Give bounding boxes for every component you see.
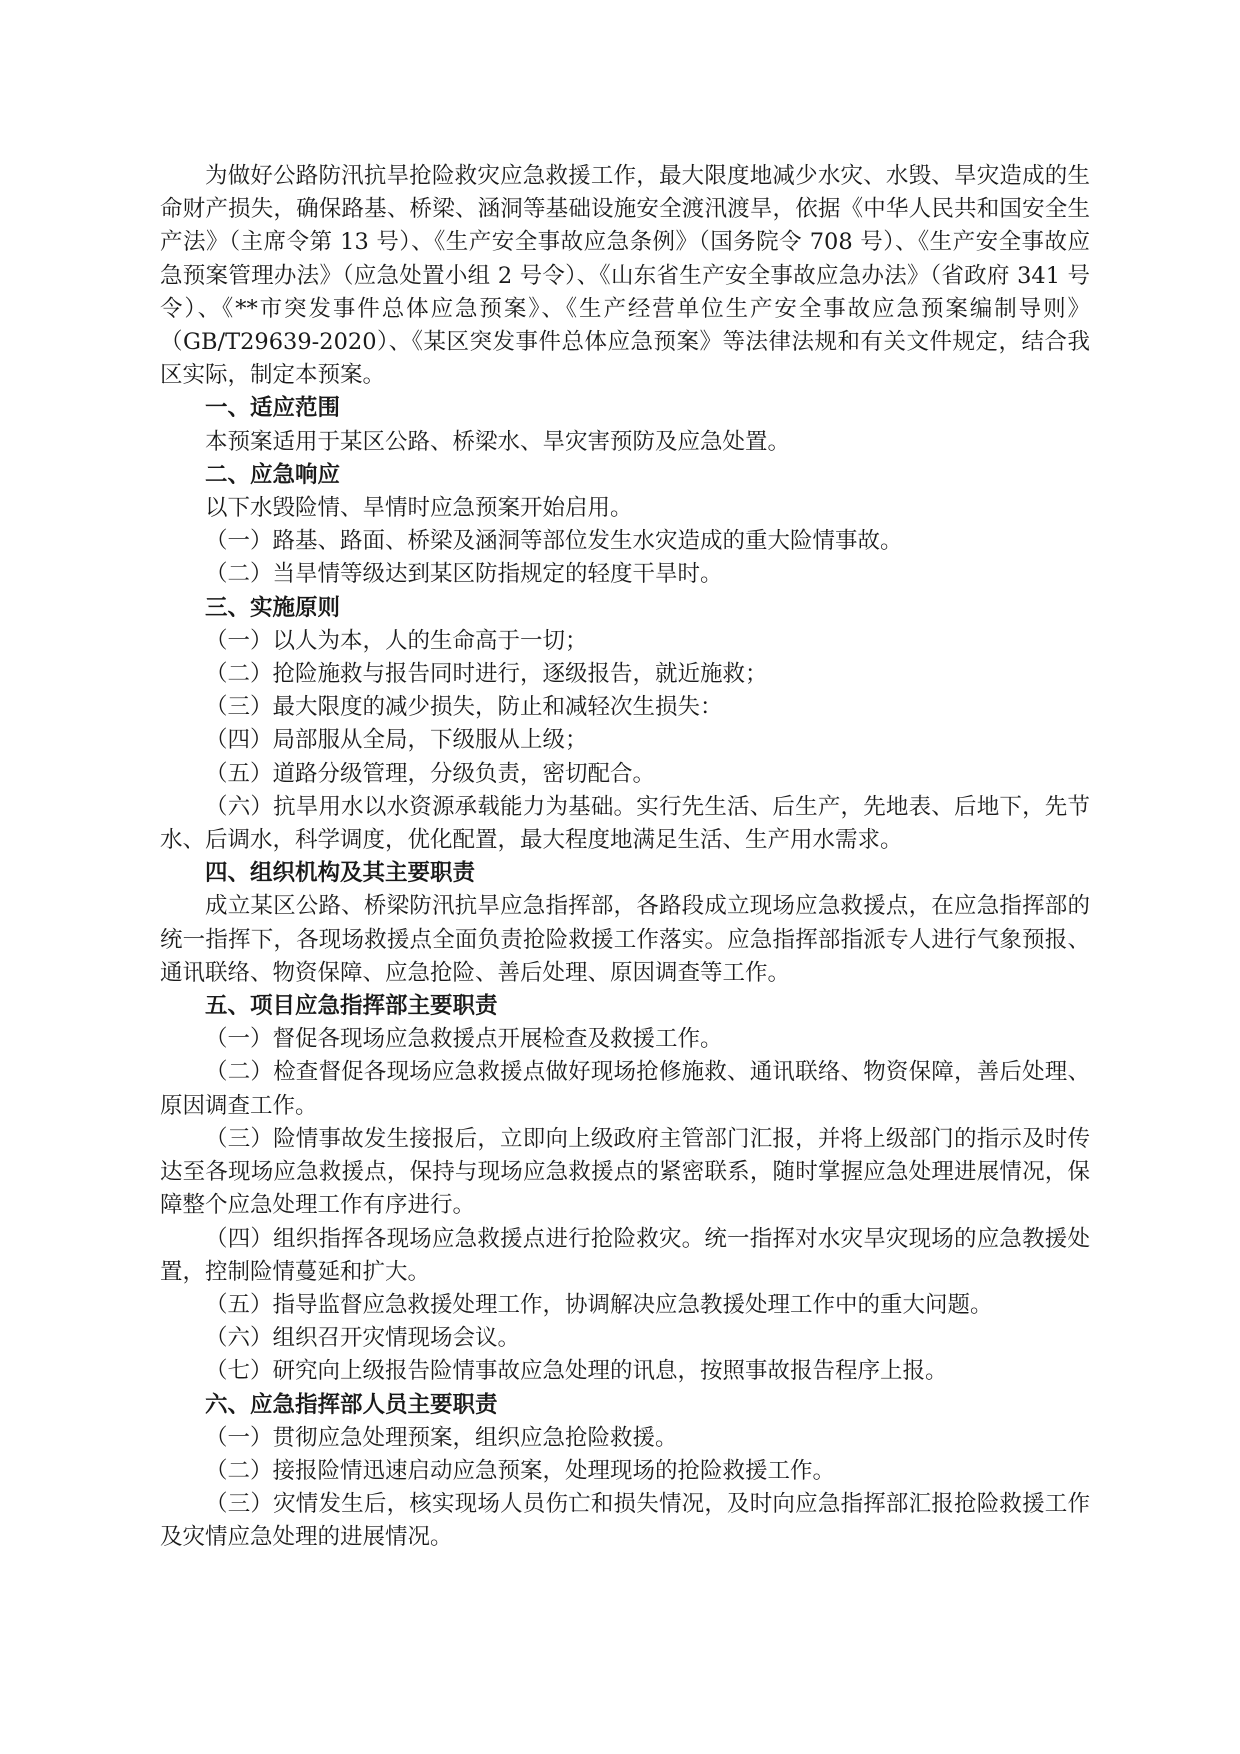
organization-paragraph: 成立某区公路、桥梁防汛抗旱应急指挥部，各路段成立现场应急救援点，在应急指挥部的统一指挥下，各现场救援点全面负责抢险救援工作落实。应急指挥部指派专人进行气象预报、通讯联络、物资保障、应急抢险、善后处理、原因调查等工作。 xyxy=(160,893,1090,986)
hq-duty-item: （二）检查督促各现场应急救援点做好现场抢修施救、通讯联络、物资保障，善后处理、原因调查工作。 xyxy=(160,1059,1090,1119)
hq-duty-item: （七）研究向上级报告险情事故应急处理的讯息，按照事故报告程序上报。 xyxy=(205,1358,948,1385)
staff-duty-item: （二）接报险情迅速启动应急预案，处理现场的抢险救援工作。 xyxy=(205,1457,836,1484)
document-page xyxy=(160,160,1090,1555)
staff-duty-item: （三）灾情发生后，核实现场人员伤亡和损失情况，及时向应急指挥部汇报抢险救援工作及灾情应急处理的进展情况。 xyxy=(160,1491,1090,1551)
hq-duty-item: （六）组织召开灾情现场会议。 xyxy=(205,1325,521,1352)
hq-duty-item: （一）督促各现场应急救援点开展检查及救援工作。 xyxy=(205,1026,723,1053)
hq-duty-item: （五）指导监督应急救援处理工作，协调解决应急教援处理工作中的重大问题。 xyxy=(205,1291,993,1318)
response-paragraph: 以下水毁险情、旱情时应急预案开始启用。 xyxy=(205,495,633,522)
principle-item: （三）最大限度的减少损失，防止和减轻次生损失： xyxy=(205,694,723,721)
section-heading-response: 二、应急响应 xyxy=(205,461,341,488)
hq-duty-item: （四）组织指挥各现场应急救援点进行抢险救灾。统一指挥对水灾旱灾现场的应急教援处置，控制险情蔓延和扩大。 xyxy=(160,1225,1090,1285)
response-item: （二）当旱情等级达到某区防指规定的轻度干旱时。 xyxy=(205,561,723,588)
section-heading-staff-duties: 六、应急指挥部人员主要职责 xyxy=(205,1391,498,1418)
response-item: （一）路基、路面、桥梁及涵洞等部位发生水灾造成的重大险情事故。 xyxy=(205,528,903,555)
principle-item: （五）道路分级管理，分级负责，密切配合。 xyxy=(205,760,656,787)
principle-item: （一）以人为本，人的生命高于一切； xyxy=(205,627,588,654)
hq-duty-item: （三）险情事故发生接报后，立即向上级政府主管部门汇报，并将上级部门的指示及时传达至各现场应急救援点，保持与现场应急救援点的紧密联系，随时掌握应急处理进展情况，保障整个应急处理工作有序进行。 xyxy=(160,1125,1090,1219)
section-heading-principles: 三、实施原则 xyxy=(205,594,341,621)
scope-paragraph: 本预案适用于某区公路、桥梁水、旱灾害预防及应急处置。 xyxy=(205,428,791,455)
section-heading-organization: 四、组织机构及其主要职责 xyxy=(205,860,476,887)
principle-item: （六）抗旱用水以水资源承载能力为基础。实行先生活、后生产，先地表、后地下，先节水、后调水，科学调度，优化配置，最大程度地满足生活、生产用水需求。 xyxy=(160,793,1090,854)
staff-duty-item: （一）贯彻应急处理预案，组织应急抢险救援。 xyxy=(205,1424,678,1451)
principle-item: （二）抢险施救与报告同时进行，逐级报告，就近施救； xyxy=(205,661,768,688)
principle-item: （四）局部服从全局，下级服从上级； xyxy=(205,727,588,754)
section-heading-hq-duties: 五、项目应急指挥部主要职责 xyxy=(205,993,498,1020)
section-heading-scope: 一、适应范围 xyxy=(205,395,341,422)
intro-paragraph: 为做好公路防汛抗旱抢险救灾应急救援工作，最大限度地减少水灾、水毁、旱灾造成的生命财产损失，确保路基、桥梁、涵洞等基础设施安全渡汛渡旱，依据《中华人民共和国安全生产法》（主席令第 13 号）、《生产安全事故应急条例》（国务院令 708 号）、《生产安全事故应急预案管理办法》（应急处置小组 2 号令）、《山东省生产安全事故应急办法》（省政府 341 号令）、《**市突发事件总体应急预案》、《生产经营单位生产安全事故应急预案编制导则》（GB/T29639-2020）、《某区突发事件总体应急预案》等法律法规和有关文件规定，结合我区实际，制定本预案。 xyxy=(160,163,1090,389)
